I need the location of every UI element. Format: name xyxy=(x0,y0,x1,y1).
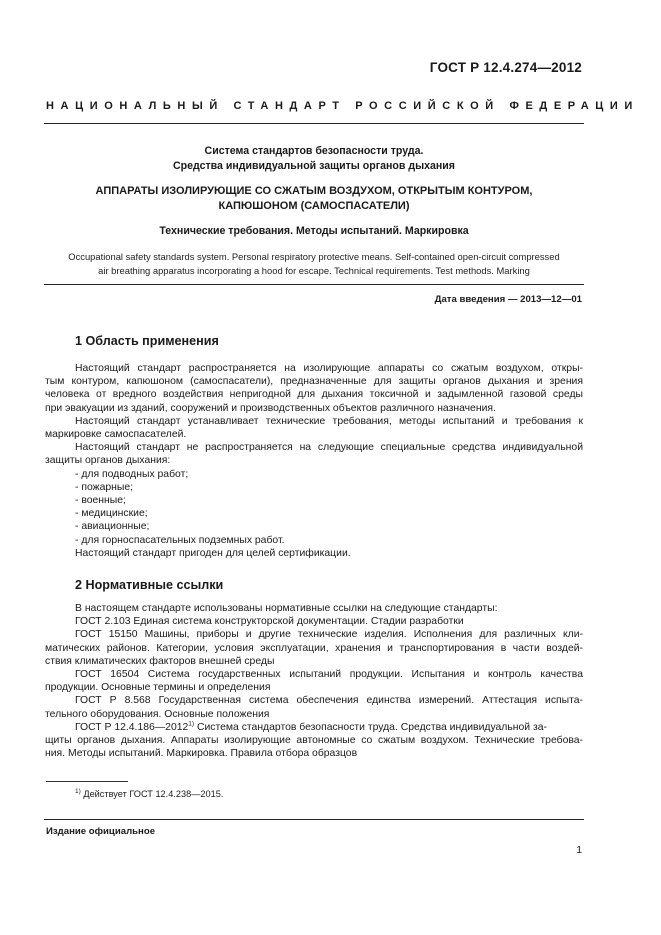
subtitle: Технические требования. Методы испытаний. Маркировка xyxy=(159,225,469,237)
list-item: - для горноспасательных подземных работ. xyxy=(75,534,285,546)
paragraph-line: В настоящем стандарте использованы нормативные ссылки на следующие стандарты: xyxy=(75,603,498,614)
page-number: 1 xyxy=(576,845,582,856)
paragraph-line: тым контуром, капюшоном (самоспасатели), предназначенные для защиты органов дыхания и зрения xyxy=(45,376,583,388)
main-title-line: АППАРАТЫ ИЗОЛИРУЮЩИЕ СО СЖАТЫМ ВОЗДУХОМ, ОТКРЫТЫМ КОНТУРОМ, xyxy=(95,185,533,197)
list-item: - авиационные; xyxy=(75,521,150,533)
paragraph-line: Настоящий стандарт распространяется на изолирующие аппараты со сжатым воздухом, откры- xyxy=(75,363,583,374)
reference-line: ГОСТ 16504 Система государственных испытаний продукции. Испытания и контроль качества xyxy=(75,668,583,680)
paragraph-line: Настоящий стандарт устанавливает технические требования, методы испытаний и требования к xyxy=(75,415,583,427)
footnote xyxy=(75,789,223,799)
paragraph-line: человека от вредного воздействия непригодной для дыхания токсичной и задымленной газовой среды xyxy=(45,389,583,401)
title-divider xyxy=(44,284,584,285)
edition-label: Издание официальное xyxy=(46,826,156,837)
reference-line xyxy=(45,721,583,734)
system-title-line: Система стандартов безопасности труда. xyxy=(204,145,424,157)
reference-line: тельного оборудования. Основные положения xyxy=(45,708,270,720)
paragraph-line: защиты органов дыхания: xyxy=(45,455,171,467)
footnote-text: Действует ГОСТ 12.4.238—2015. xyxy=(83,789,224,799)
footnote-mark: 1) xyxy=(188,720,195,728)
bottom-divider xyxy=(44,819,584,820)
footnote-mark: 1) xyxy=(75,787,81,795)
footnote-divider xyxy=(46,781,128,782)
reference-title: Система стандартов безопасности труда. Средства индивидуальной за- xyxy=(194,721,547,733)
paragraph-line: Настоящий стандарт не распространяется на следующие специальные средства индивидуальной xyxy=(75,442,583,454)
reference-line: ГОСТ 15150 Машины, приборы и другие технические изделия. Исполнения для различных кли- xyxy=(75,629,583,641)
main-title xyxy=(44,184,584,214)
list-item: - военные; xyxy=(75,494,126,506)
paragraph-line: при эвакуации из зданий, сооружений и производственных объектов различного назначения. xyxy=(45,402,496,414)
reference-line: щиты органов дыхания. Аппараты изолирующие автономные со сжатым воздухом. Технические требова- xyxy=(45,734,583,746)
paragraph-line: маркировке самоспасателей. xyxy=(45,428,187,440)
section-2-heading: 2 Нормативные ссылки xyxy=(75,578,224,592)
reference-line: ствия климатических факторов внешней среды xyxy=(45,655,275,667)
list-item: - пожарные; xyxy=(75,481,134,493)
section-1-body xyxy=(45,362,583,560)
reference-code: ГОСТ Р 12.4.186—2012 xyxy=(75,721,189,733)
top-divider xyxy=(44,123,584,124)
reference-line: продукции. Основные термины и определения xyxy=(45,682,271,694)
system-title-line: Средства индивидуальной защиты органов дыхания xyxy=(173,160,455,172)
english-title-line: air breathing apparatus incorporating a hood for escape. Technical requirements. Test methods. Marking xyxy=(98,265,530,276)
section-2-body xyxy=(45,602,583,760)
reference-line: матических районов. Категории, условия эксплуатации, хранения и транспортирования в части воздей- xyxy=(45,642,583,654)
section-1-heading: 1 Область применения xyxy=(75,334,219,348)
introduction-date: Дата введения — 2013—12—01 xyxy=(434,294,582,305)
reference-line: ГОСТ Р 8.568 Государственная система обеспечения единства измерений. Аттестация испыта- xyxy=(75,695,583,707)
paragraph-line: Настоящий стандарт пригоден для целей сертификации. xyxy=(75,547,351,559)
reference-line: ГОСТ 2.103 Единая система конструкторской документации. Стадии разработки xyxy=(75,616,464,628)
main-title-line: КАПЮШОНОМ (САМОСПАСАТЕЛИ) xyxy=(218,200,410,212)
english-title-line: Occupational safety standards system. Personal respiratory protective means. Self-contained open-circuit compressed xyxy=(68,251,560,262)
list-item: - для подводных работ; xyxy=(75,468,189,480)
list-item: - медицинские; xyxy=(75,508,148,520)
national-standard-banner: НАЦИОНАЛЬНЫЙ СТАНДАРТ РОССИЙСКОЙ ФЕДЕРАЦИИ xyxy=(46,100,639,112)
reference-line: ния. Методы испытаний. Маркировка. Правила отбора образцов xyxy=(45,748,358,760)
system-title xyxy=(44,144,584,174)
english-title xyxy=(44,250,584,278)
gost-code: ГОСТ Р 12.4.274—2012 xyxy=(429,60,582,75)
